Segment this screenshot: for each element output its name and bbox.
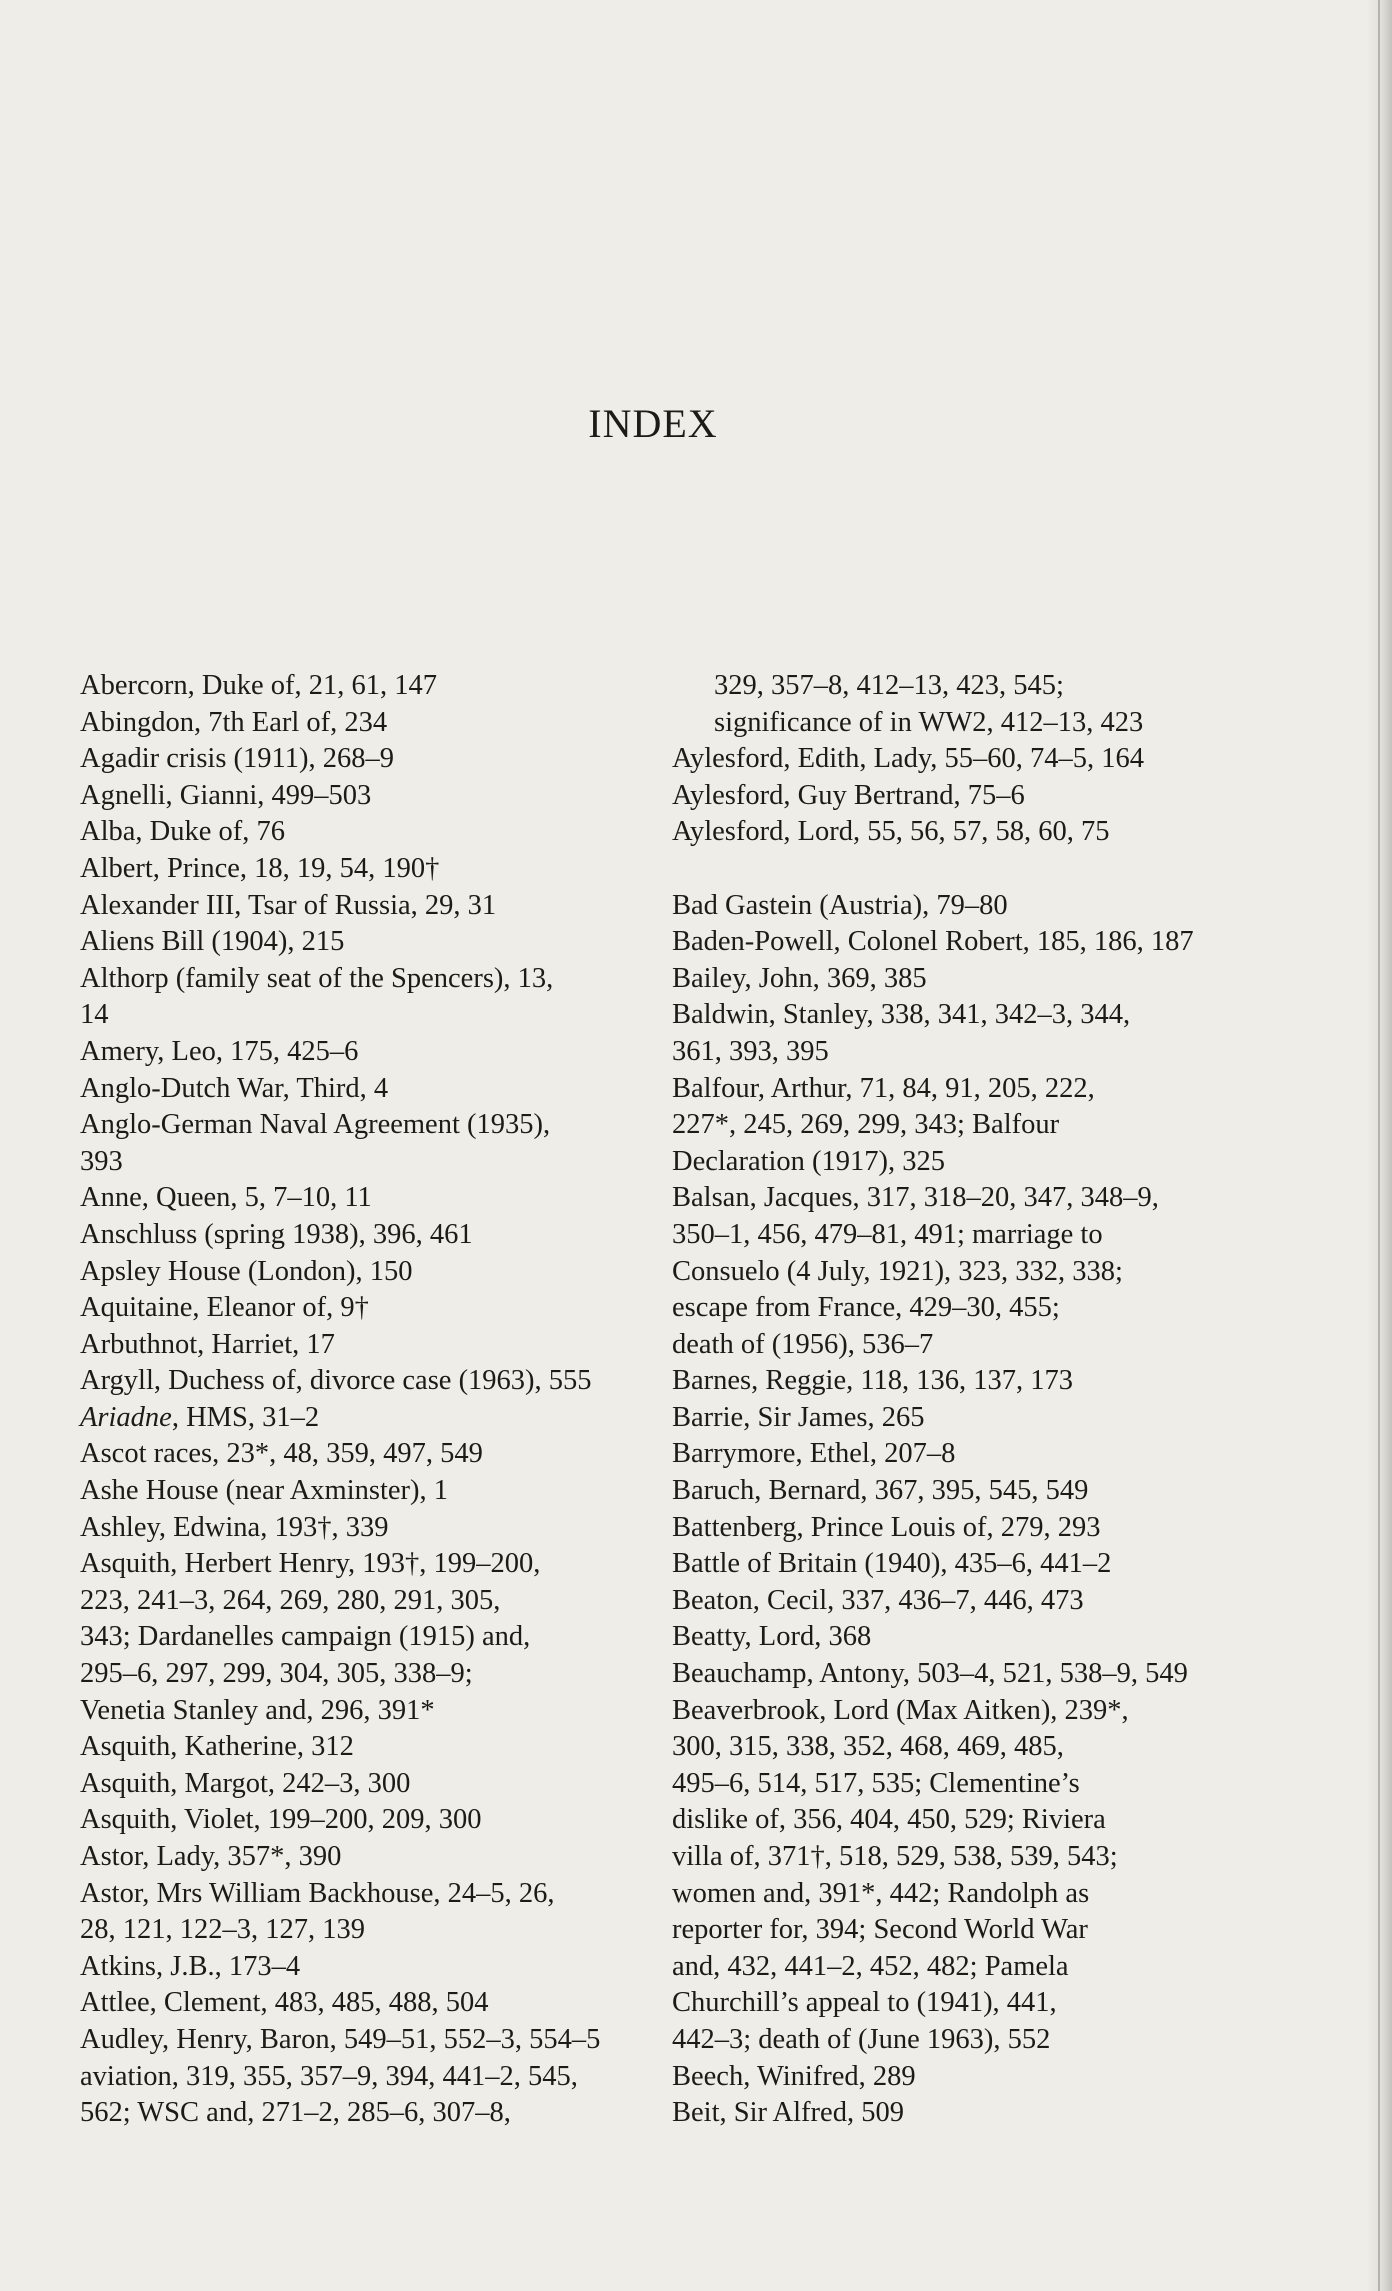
- index-entry-line: Asquith, Margot, 242–3, 300: [80, 1767, 411, 1799]
- index-entry-line: Amery, Leo, 175, 425–6: [80, 1035, 359, 1067]
- index-entry: [672, 1363, 1252, 1400]
- index-entry-line: women and, 391*, 442; Randolph as: [672, 1877, 1090, 1909]
- index-entry: [80, 814, 680, 851]
- index-entry-line: Aylesford, Edith, Lady, 55–60, 74–5, 164: [672, 743, 1145, 775]
- index-entry-line: Beit, Sir Alfred, 509: [672, 2097, 904, 2129]
- index-entry-line: Baden-Powell, Colonel Robert, 185, 186, 187: [672, 926, 1194, 958]
- index-entry: [80, 1802, 680, 1839]
- index-entry: [80, 1729, 680, 1766]
- index-entry-line: [80, 1400, 680, 1437]
- index-entry: [80, 1985, 680, 2022]
- index-entry: [80, 705, 680, 742]
- index-entry-line: Anglo-Dutch War, Third, 4: [80, 1072, 389, 1104]
- index-entry: [672, 1473, 1252, 1510]
- index-entry-line: Albert, Prince, 18, 19, 54, 190†: [80, 852, 440, 884]
- index-entry: [80, 1473, 680, 1510]
- index-entry: [80, 961, 680, 1034]
- index-entry: [672, 1583, 1252, 1620]
- index-entry-line: reporter for, 394; Second World War: [672, 1914, 1088, 1946]
- index-entry-line: Asquith, Violet, 199–200, 209, 300: [80, 1804, 482, 1836]
- index-entry-line: 28, 121, 122–3, 127, 139: [80, 1914, 365, 1946]
- index-entry-line: villa of, 371†, 518, 529, 538, 539, 543;: [672, 1841, 1118, 1872]
- index-entry: [672, 2095, 1252, 2132]
- index-entry-line: significance of in WW2, 412–13, 423: [714, 706, 1144, 738]
- index-entry: [80, 888, 680, 925]
- index-entry-line: Bad Gastein (Austria), 79–80: [672, 889, 1008, 921]
- index-entry-line: Alexander III, Tsar of Russia, 29, 31: [80, 889, 497, 921]
- index-entry-line: Agnelli, Gianni, 499–503: [80, 779, 372, 811]
- index-entry: [672, 741, 1252, 778]
- index-entry: [80, 1949, 680, 1986]
- index-entry: [80, 851, 680, 888]
- index-entry: [672, 1656, 1252, 1693]
- index-entry: [672, 924, 1252, 961]
- index-entry: [672, 1180, 1252, 1363]
- index-entry: [80, 1839, 680, 1876]
- index-entry-line: Althorp (family seat of the Spencers), 13,: [80, 962, 554, 994]
- index-entry-line: and, 432, 441–2, 452, 482; Pamela: [672, 1950, 1069, 1982]
- index-entry-line: Bailey, John, 369, 385: [672, 962, 927, 994]
- index-entry: [672, 1071, 1252, 1181]
- index-entry-line: 393: [80, 1145, 123, 1177]
- index-entry-text: , HMS, 31–2: [171, 1401, 320, 1433]
- index-entry-line: Churchill’s appeal to (1941), 441,: [672, 1987, 1057, 2019]
- index-entry: [672, 1546, 1252, 1583]
- index-entry-line: dislike of, 356, 404, 450, 529; Riviera: [672, 1804, 1106, 1836]
- index-entry-line: Asquith, Katherine, 312: [80, 1731, 354, 1763]
- index-entry: [672, 1436, 1252, 1473]
- index-entry-line: Venetia Stanley and, 296, 391*: [80, 1694, 435, 1726]
- index-entry-line: Beaverbrook, Lord (Max Aitken), 239*,: [672, 1694, 1129, 1726]
- index-entry-line: Alba, Duke of, 76: [80, 816, 285, 848]
- index-entry-line: Aylesford, Lord, 55, 56, 57, 58, 60, 75: [672, 816, 1110, 848]
- index-entry: [672, 888, 1252, 925]
- index-entry-line: Arbuthnot, Harriet, 17: [80, 1328, 335, 1360]
- index-entry-line: Consuelo (4 July, 1921), 323, 332, 338;: [672, 1255, 1123, 1287]
- index-entry-line: Atkins, J.B., 173–4: [80, 1950, 301, 1982]
- index-column-right: [672, 668, 1252, 2132]
- index-entry: [672, 814, 1252, 851]
- index-entry-line: 223, 241–3, 264, 269, 280, 291, 305,: [80, 1584, 501, 1616]
- index-entry-line: Barrie, Sir James, 265: [672, 1401, 925, 1433]
- index-entry: [80, 1436, 680, 1473]
- index-entry: [672, 668, 1252, 741]
- index-entry-line: escape from France, 429–30, 455;: [672, 1292, 1060, 1324]
- index-entry: [80, 1180, 680, 1217]
- index-entry: [80, 1766, 680, 1803]
- index-entry-line: Beech, Winifred, 289: [672, 2060, 916, 2092]
- index-entry-line: Abingdon, 7th Earl of, 234: [80, 706, 388, 738]
- index-entry: [80, 1290, 680, 1327]
- index-entry-italic-title: Ariadne: [80, 1401, 172, 1433]
- index-entry-line: Beatty, Lord, 368: [672, 1621, 872, 1653]
- index-entry: [80, 1876, 680, 1949]
- index-entry-line: Beaton, Cecil, 337, 436–7, 446, 473: [672, 1584, 1084, 1616]
- index-entry: [80, 2059, 680, 2132]
- index-entry-line: Aliens Bill (1904), 215: [80, 926, 345, 958]
- index-entry-line: Balsan, Jacques, 317, 318–20, 347, 348–9,: [672, 1182, 1159, 1214]
- index-entry: [80, 1034, 680, 1071]
- index-entry: [672, 1510, 1252, 1547]
- index-entry-line: Aylesford, Guy Bertrand, 75–6: [672, 779, 1025, 811]
- index-entry-line: 300, 315, 338, 352, 468, 469, 485,: [672, 1731, 1064, 1763]
- index-entry-line: 14: [80, 999, 109, 1031]
- index-entry: [80, 1217, 680, 1254]
- index-entry-line: Baruch, Bernard, 367, 395, 545, 549: [672, 1475, 1089, 1507]
- index-entry-line: Battle of Britain (1940), 435–6, 441–2: [672, 1548, 1112, 1580]
- index-entry-line: 295–6, 297, 299, 304, 305, 338–9;: [80, 1658, 473, 1690]
- index-entry: [80, 924, 680, 961]
- index-entry-line: Ashe House (near Axminster), 1: [80, 1475, 449, 1507]
- index-entry-line: Ashley, Edwina, 193†, 339: [80, 1511, 389, 1543]
- index-entry-line: Attlee, Clement, 483, 485, 488, 504: [80, 1987, 489, 2019]
- index-entry: [80, 1107, 680, 1180]
- index-entry-line: 361, 393, 395: [672, 1035, 829, 1067]
- index-entry-line: Astor, Lady, 357*, 390: [80, 1841, 342, 1872]
- index-entry: [672, 778, 1252, 815]
- page-gutter-edge: [1378, 0, 1380, 2291]
- index-entry-line: Anglo-German Naval Agreement (1935),: [80, 1109, 551, 1141]
- index-entry-line: Barrymore, Ethel, 207–8: [672, 1438, 956, 1470]
- index-entry: [80, 1071, 680, 1108]
- index-entry-line: 329, 357–8, 412–13, 423, 545;: [714, 670, 1064, 701]
- index-entry: [80, 1363, 680, 1400]
- index-entry: [80, 1510, 680, 1547]
- index-entry: [80, 1546, 680, 1729]
- page-title: INDEX: [588, 401, 718, 446]
- index-entry: [80, 668, 680, 705]
- index-entry-line: Audley, Henry, Baron, 549–51, 552–3, 554–5: [80, 2023, 601, 2055]
- index-entry-line: death of (1956), 536–7: [672, 1328, 934, 1360]
- index-entry-line: 495–6, 514, 517, 535; Clementine’s: [672, 1767, 1080, 1799]
- index-entry-line: Astor, Mrs William Backhouse, 24–5, 26,: [80, 1877, 555, 1909]
- index-entry: [80, 778, 680, 815]
- index-entry-line: Abercorn, Duke of, 21, 61, 147: [80, 670, 437, 701]
- index-entry: [80, 741, 680, 778]
- letter-section-gap: [672, 851, 1252, 888]
- index-column-left: [80, 668, 680, 2132]
- index-entry-line: 227*, 245, 269, 299, 343; Balfour: [672, 1109, 1060, 1141]
- index-entry-line: Anne, Queen, 5, 7–10, 11: [80, 1182, 372, 1214]
- index-entry-line: 350–1, 456, 479–81, 491; marriage to: [672, 1218, 1103, 1250]
- index-entry-line: Beauchamp, Antony, 503–4, 521, 538–9, 549: [672, 1658, 1188, 1690]
- index-entry: [672, 1619, 1252, 1656]
- index-entry-line: Balfour, Arthur, 71, 84, 91, 205, 222,: [672, 1072, 1095, 1104]
- index-entry-line: Anschluss (spring 1938), 396, 461: [80, 1218, 473, 1250]
- index-entry-line: Ascot races, 23*, 48, 359, 497, 549: [80, 1438, 483, 1470]
- index-entry-line: Asquith, Herbert Henry, 193†, 199–200,: [80, 1548, 541, 1580]
- index-entry-line: Apsley House (London), 150: [80, 1255, 413, 1287]
- index-entry: [80, 1254, 680, 1291]
- index-entry: [672, 2059, 1252, 2096]
- index-entry-line: Baldwin, Stanley, 338, 341, 342–3, 344,: [672, 999, 1131, 1031]
- index-entry-line: 562; WSC and, 271–2, 285–6, 307–8,: [80, 2097, 511, 2129]
- index-entry: [80, 1400, 680, 1437]
- index-entry: [672, 1400, 1252, 1437]
- index-entry-line: 343; Dardanelles campaign (1915) and,: [80, 1621, 531, 1653]
- index-entry: [80, 1327, 680, 1364]
- index-entry-line: Barnes, Reggie, 118, 136, 137, 173: [672, 1365, 1074, 1397]
- index-entry-line: aviation, 319, 355, 357–9, 394, 441–2, 545,: [80, 2060, 578, 2092]
- index-entry-line: Aquitaine, Eleanor of, 9†: [80, 1292, 369, 1324]
- index-entry: [672, 997, 1252, 1070]
- index-entry: [80, 2022, 680, 2059]
- index-entry: [672, 1693, 1252, 2059]
- index-entry: [672, 961, 1252, 998]
- index-entry-line: Argyll, Duchess of, divorce case (1963), 555: [80, 1365, 592, 1397]
- index-entry-line: 442–3; death of (June 1963), 552: [672, 2023, 1051, 2055]
- index-entry-line: Declaration (1917), 325: [672, 1145, 946, 1177]
- index-entry-line: Agadir crisis (1911), 268–9: [80, 743, 394, 775]
- index-entry-line: Battenberg, Prince Louis of, 279, 293: [672, 1511, 1101, 1543]
